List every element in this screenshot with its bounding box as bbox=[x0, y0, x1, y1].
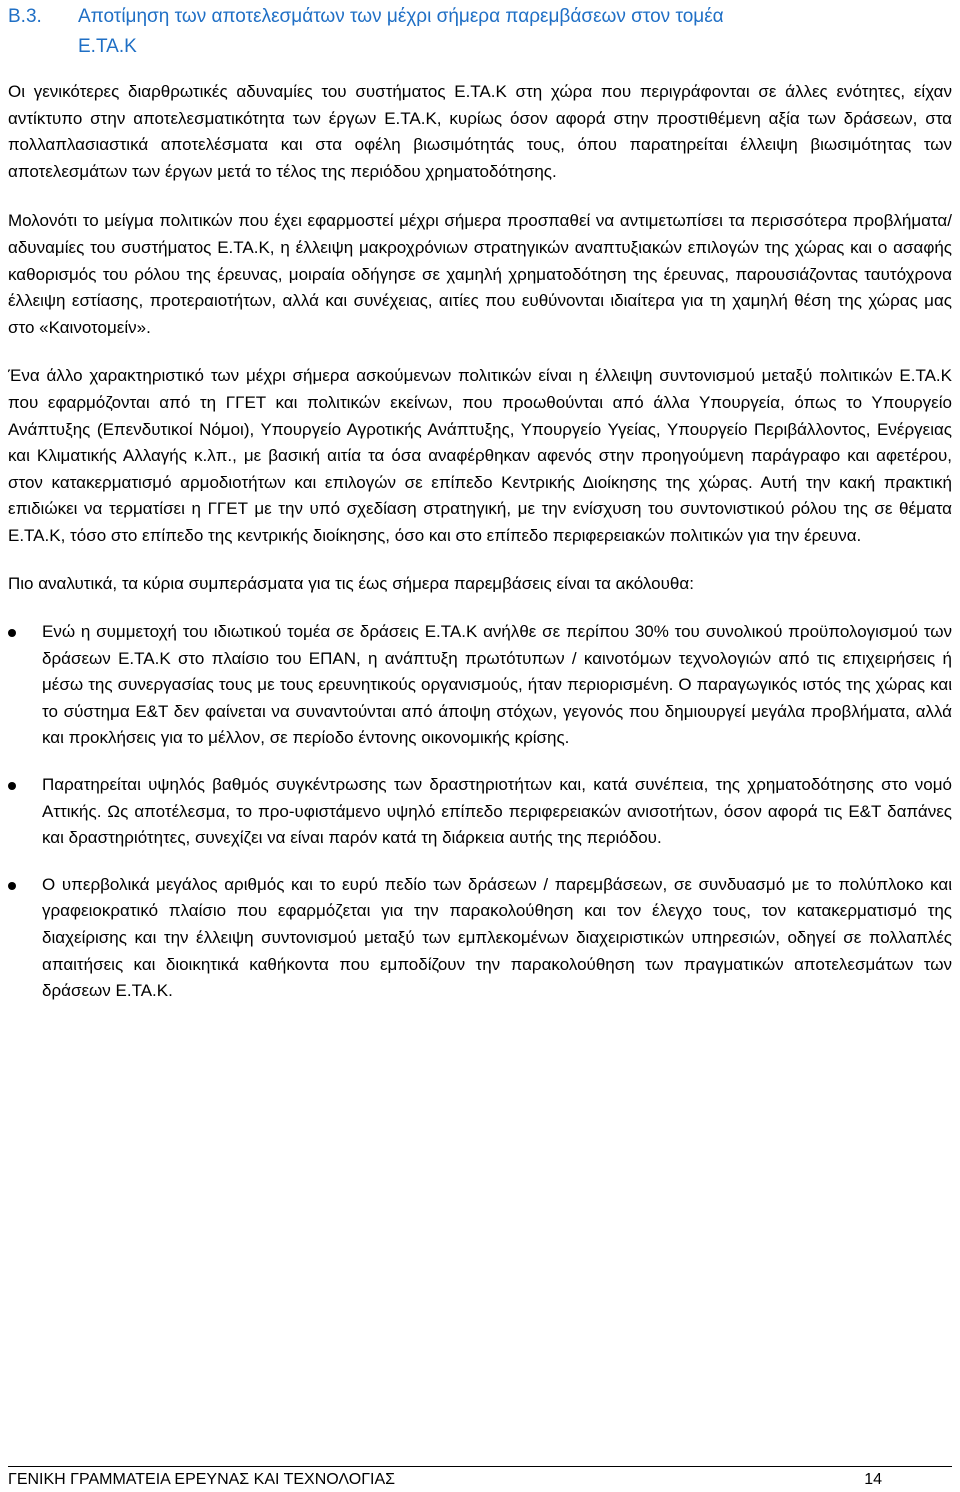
list-item-text: Ο υπερβολικά μεγάλος αριθμός και το ευρύ πεδίο των δράσεων / παρεμβάσεων, σε συνδυασμό με το πολύπλοκο και γραφειοκρατικό πλαίσιο που εφαρμόζεται για την παρακολούθηση και τον έλεγχο τους, τον κατακερματισμό της διαχείρισης και την έλλειψη συντονισμού μεταξύ των εμπλεκομένων διαχειριστικών υπηρεσιών, οδηγεί σε πολλαπλές απαιτήσεις και διοικητικά καθήκοντα που εμποδίζουν την παρακολούθηση των πραγματικών αποτελεσμάτων των δράσεων Ε.ΤΑ.Κ. bbox=[42, 874, 952, 1001]
document-page bbox=[8, 0, 952, 1025]
bullet-icon bbox=[8, 882, 16, 890]
paragraph-2: Μολονότι το μείγμα πολιτικών που έχει εφαρμοστεί μέχρι σήμερα προσπαθεί να αντιμετωπίσει τα περισσότερα προβλήματα/αδυναμίες του συστήματος Ε.ΤΑ.Κ, η έλλειψη μακροχρόνιων στρατηγικών αναπτυξιακών επιλογών της χώρας και ο ασαφής καθορισμός του ρόλου της έρευνας, μοιραία οδήγησε σε χαμηλή χρηματοδότηση της έρευνας, παρουσιάζοντας ταυτόχρονα έλλειψη εστίασης, προτεραιοτήτων, αλλά και συνέχειας, αιτίες που ευθύνονται ιδιαίτερα για τη χαμηλή θέση της χώρας μας στο «Καινοτομείν». bbox=[8, 211, 952, 337]
list-item bbox=[8, 772, 952, 852]
list-item-text: Ενώ η συμμετοχή του ιδιωτικού τομέα σε δράσεις Ε.ΤΑ.Κ ανήλθε σε περίπου 30% του συνολικού προϋπολογισμού των δράσεων Ε.ΤΑ.Κ στο πλαίσιο του ΕΠΑΝ, η ανάπτυξη πρωτότυπων / καινοτόμων τεχνολογιών από τις επιχειρήσεις ή μέσω της συνεργασίας τους με τους ερευνητικούς οργανισμούς, ήταν περιορισμένη. Ο παραγωγικός ιστός της χώρας και το σύστημα Ε&Τ δεν φαίνεται να συναντούνται από άποψη στόχων, γεγονός που δημιουργεί μεγάλα προβλήματα, αλλά και προκλήσεις για το μέλλον, σε περίοδο έντονης οικονομικής κρίσης. bbox=[42, 622, 952, 748]
section-title-line-2: Ε.ΤΑ.Κ bbox=[78, 36, 137, 57]
bullet-icon bbox=[8, 782, 16, 790]
bullet-icon bbox=[8, 629, 16, 637]
list-item-text: Παρατηρείται υψηλός βαθμός συγκέντρωσης των δραστηριοτήτων και, κατά συνέπεια, της χρηματοδότησης στο νομό Αττικής. Ως αποτέλεσμα, το προ-υφιστάμενο υψηλό επίπεδο περιφερειακών ανισοτήτων, όσον αφορά τις Ε&Τ δαπάνες και δραστηριότητες, συνεχίζει να είναι παρόν κατά τη διάρκεια αυτής της περιόδου. bbox=[42, 775, 952, 848]
list-item bbox=[8, 619, 952, 752]
page-number: 14 bbox=[864, 1471, 882, 1488]
section-title-line-1: Αποτίμηση των αποτελεσμάτων των μέχρι σήμερα παρεμβάσεων στον τομέα bbox=[78, 6, 724, 27]
conclusions-list bbox=[8, 619, 952, 1005]
paragraph-3: Ένα άλλο χαρακτηριστικό των μέχρι σήμερα ασκούμενων πολιτικών είναι η έλλειψη συντονισμού μεταξύ πολιτικών Ε.ΤΑ.Κ που εφαρμόζονται από τη ΓΓΕΤ και πολιτικών εκείνων, που προωθούνται από άλλα Υπουργεία, όπως το Υπουργείο Ανάπτυξης (Επενδυτικοί Νόμοι), Υπουργείο Αγροτικής Ανάπτυξης, Υπουργείο Υγείας, Υπουργείο Περιβάλλοντος, Ενέργειας και Κλιματικής Αλλαγής κ.λπ., με βασική αιτία τα όσα αναφέρθηκαν αφενός στην προηγούμενη παράγραφο και αφετέρου, στον κατακερματισμό αρμοδιοτήτων και επιλογών σε επίπεδο Κεντρικής Διοίκησης της χώρας. Αυτή την κακή πρακτική επιδιώκει να τερματίσει η ΓΓΕΤ με την υπό σχεδίαση στρατηγική, με την ενίσχυση του συντονιστικού ρόλου της σε θέματα Ε.ΤΑ.Κ, τόσο στο επίπεδο της κεντρικής διοίκησης, όσο και στο επίπεδο περιφερειακών πολιτικών για την έρευνα. bbox=[8, 366, 952, 545]
footer-organization: ΓΕΝΙΚΗ ΓΡΑΜΜΑΤΕΙΑ ΕΡΕΥΝΑΣ ΚΑΙ ΤΕΧΝΟΛΟΓΙΑΣ bbox=[8, 1471, 396, 1488]
section-title bbox=[78, 2, 952, 62]
paragraph-1: Οι γενικότερες διαρθρωτικές αδυναμίες του συστήματος Ε.ΤΑ.Κ στη χώρα που περιγράφονται σε άλλες ενότητες, είχαν αντίκτυπο στην αποτελεσματικότητα των έργων Ε.ΤΑ.Κ, κυρίως όσον αφορά στην προστιθέμενη αξία των δράσεων, στα πολλαπλασιαστικά αποτελέσματα και στα οφέλη βιωσιμότητάς τους, όπου παρατηρείται έλλειψη βιωσιμότητας των αποτελεσμάτων των έργων μετά το τέλος της περιόδου χρηματοδότησης. bbox=[8, 82, 952, 181]
page-footer bbox=[8, 1466, 952, 1489]
section-heading bbox=[8, 2, 952, 62]
paragraph-4: Πιο αναλυτικά, τα κύρια συμπεράσματα για τις έως σήμερα παρεμβάσεις είναι τα ακόλουθα: bbox=[8, 573, 694, 593]
section-number: B.3. bbox=[8, 6, 42, 27]
list-item bbox=[8, 872, 952, 1005]
